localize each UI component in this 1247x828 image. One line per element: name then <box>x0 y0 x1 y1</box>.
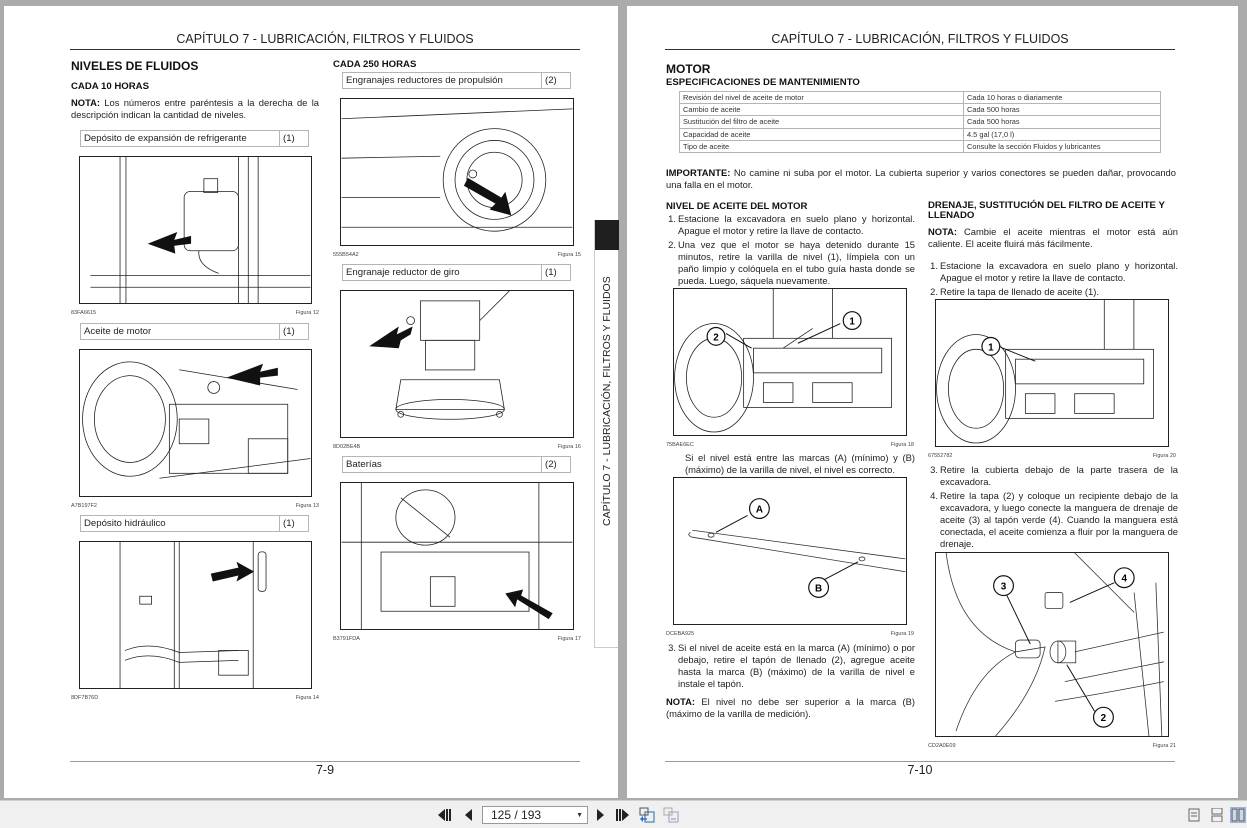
important-notice <box>666 167 1176 191</box>
note-text: Cambie el aceite mientras el motor está aún caliente. El aceite fluirá más fácilmente. <box>928 226 1178 249</box>
oil-level-step-3 <box>666 642 915 692</box>
header-rule <box>70 49 580 50</box>
level-item <box>342 456 571 473</box>
spec-value: Consulte la sección Fluidos y lubricantes <box>964 140 1161 152</box>
figure-swing-reduction <box>340 290 574 438</box>
important-text: No camine ni suba por el motor. La cubierta superior y varios conectores se pueden dañar, provocando una falla en el motor. <box>666 167 1176 190</box>
drain-hose-illustration <box>936 553 1168 736</box>
note-text: Los números entre paréntesis a la derecha de la descripción indican la cantidad de niveles. <box>71 97 319 120</box>
facing-pages-view-button[interactable] <box>1230 807 1246 823</box>
figure-number: Figura 21 <box>1152 743 1176 749</box>
figure-code: 75BAE6EC <box>666 442 694 448</box>
header-rule <box>665 49 1175 50</box>
last-page-button[interactable] <box>614 807 630 823</box>
level-item-label: Engranaje reductor de giro <box>343 265 542 280</box>
figure-caption <box>71 695 319 701</box>
footer-rule <box>665 761 1175 762</box>
level-item-label: Aceite de motor <box>81 324 280 339</box>
spec-item: Tipo de aceite <box>680 140 964 152</box>
figure-coolant-tank <box>79 156 312 304</box>
figure-number: Figura 19 <box>890 631 914 637</box>
level-item <box>342 264 571 281</box>
callout-3: 3 <box>1000 581 1007 593</box>
step-number: 3. <box>668 642 676 653</box>
figure-code: B3791FDA <box>333 636 360 642</box>
note-text: El nivel no debe ser superior a la marca (B) (máximo de la varilla de medición). <box>666 696 915 719</box>
callout-a: A <box>755 504 763 516</box>
figure-code: 67552782 <box>928 453 953 459</box>
engine-fill-illustration <box>936 300 1168 446</box>
figure-travel-reduction <box>340 98 574 246</box>
important-label: IMPORTANTE: <box>666 167 731 178</box>
page-number: 7-10 <box>907 763 933 777</box>
figure-caption <box>333 636 581 642</box>
table-row <box>680 140 1161 152</box>
figure-code: 8D02BE4B <box>333 444 361 450</box>
chapter-header: CAPÍTULO 7 - LUBRICACIÓN, FILTROS Y FLUIDOS <box>176 32 474 46</box>
maintenance-specs-heading: ESPECIFICACIONES DE MANTENIMIENTO <box>666 77 860 88</box>
figure-number: Figura 12 <box>295 310 319 316</box>
figure-caption <box>928 453 1176 459</box>
oil-level-heading: NIVEL DE ACEITE DEL MOTOR <box>666 201 808 212</box>
note-label: NOTA: <box>71 97 100 108</box>
page-7-10 <box>627 6 1238 798</box>
next-page-button[interactable] <box>592 807 608 823</box>
hydraulic-tank-illustration <box>80 542 311 688</box>
step-text: Una vez que el motor se haya detenido durante 15 minutos, retire la varilla de nivel (1), límpiela con un paño limpio y colóquela en el tubo guía hasta donde se pueda. Luego, sáquela nuevamente. <box>678 239 915 286</box>
swing-reduction-illustration <box>341 291 573 437</box>
chapter-tab-label: CAPÍTULO 7 - LUBRICACIÓN, FILTROS Y FLUIDOS <box>601 276 613 526</box>
page-dropdown-icon[interactable]: ▼ <box>576 812 583 819</box>
figure-code: 8DF7B76D <box>71 695 99 701</box>
table-row <box>680 104 1161 116</box>
interval-heading-10h: CADA 10 HORAS <box>71 81 150 92</box>
figure-dipstick-marks <box>673 477 907 625</box>
figure-number: Figura 14 <box>295 695 319 701</box>
level-item <box>80 323 309 340</box>
figure-number: Figura 13 <box>295 503 319 509</box>
step <box>928 464 1178 488</box>
continuous-view-icon <box>1211 808 1223 822</box>
spec-item: Sustitución del filtro de aceite <box>680 116 964 128</box>
level-item-label: Depósito de expansión de refrigerante <box>81 131 280 146</box>
note-paragraph <box>666 696 915 720</box>
step-number: 2. <box>668 239 676 250</box>
level-item-count: (1) <box>283 518 295 529</box>
spec-value: Cada 500 horas <box>964 116 1161 128</box>
engine-top-illustration <box>674 289 906 435</box>
step-number: 1. <box>668 213 676 224</box>
spec-value: Cada 10 horas o diariamente <box>964 92 1161 104</box>
level-item <box>342 72 571 89</box>
level-item-count: (2) <box>545 75 557 86</box>
note-label: NOTA: <box>928 226 957 237</box>
figure-drain-hose <box>935 552 1169 737</box>
figure-caption <box>928 743 1176 749</box>
first-page-button[interactable] <box>437 807 453 823</box>
level-item <box>80 515 309 532</box>
figure-code: A7B197F2 <box>71 503 97 509</box>
last-page-icon <box>615 809 629 821</box>
level-item-count: (1) <box>545 267 557 278</box>
prev-page-icon <box>464 809 474 821</box>
spec-item: Revisión del nivel de aceite de motor <box>680 92 964 104</box>
chapter-tab-marker <box>595 220 619 250</box>
step <box>666 642 915 690</box>
step-number: 1. <box>930 260 938 271</box>
go-back-view-button[interactable] <box>639 807 655 823</box>
previous-view-icon <box>639 807 655 823</box>
note-paragraph <box>928 226 1178 250</box>
step-text: Estacione la excavadora en suelo plano y horizontal. Apague el motor y retire la llave de contacto. <box>940 260 1178 283</box>
step-text: Retire la cubierta debajo de la parte trasera de la excavadora. <box>940 464 1178 487</box>
level-item <box>80 130 309 147</box>
chapter-side-tab <box>594 220 618 648</box>
next-page-icon <box>595 809 605 821</box>
step <box>928 260 1178 284</box>
oil-level-steps <box>666 213 915 289</box>
chapter-header: CAPÍTULO 7 - LUBRICACIÓN, FILTROS Y FLUIDOS <box>771 32 1069 46</box>
callout-b: B <box>815 583 823 595</box>
maintenance-spec-table <box>679 91 1161 153</box>
step-number: 4. <box>930 490 938 501</box>
note-paragraph <box>71 97 319 121</box>
callout-1: 1 <box>849 316 855 328</box>
figure-code: CD2A0E09 <box>928 743 956 749</box>
figure-number: Figura 18 <box>890 442 914 448</box>
page-indicator: 125 / 193 <box>491 808 542 822</box>
figure-caption <box>333 444 581 450</box>
drain-steps-continued <box>928 464 1178 552</box>
next-view-icon <box>663 807 679 823</box>
interval-heading-250h: CADA 250 HORAS <box>333 59 417 70</box>
step-number: 3. <box>930 464 938 475</box>
go-forward-view-button[interactable] <box>663 807 679 823</box>
first-page-icon <box>438 809 452 821</box>
figure-hydraulic-tank <box>79 541 312 689</box>
step <box>928 490 1178 550</box>
level-item-label: Baterías <box>343 457 542 472</box>
spec-item: Cambio de aceite <box>680 104 964 116</box>
level-item-count: (1) <box>283 326 295 337</box>
level-item-label: Depósito hidráulico <box>81 516 280 531</box>
section-title: NIVELES DE FLUIDOS <box>71 59 199 73</box>
single-page-view-button[interactable] <box>1186 807 1202 823</box>
drain-replace-heading: DRENAJE, SUSTITUCIÓN DEL FILTRO DE ACEITE Y LLENADO <box>928 200 1165 221</box>
level-item-count: (1) <box>283 133 295 144</box>
level-ok-paragraph: Si el nivel está entre las marcas (A) (mínimo) y (B) (máximo) de la varilla de nivel, el nivel es correcto. <box>685 452 915 475</box>
callout-4: 4 <box>1121 573 1127 585</box>
figure-caption <box>666 631 914 637</box>
figure-caption <box>333 252 581 258</box>
step-text: Estacione la excavadora en suelo plano y horizontal. Apague el motor y retire la llave de contacto. <box>678 213 915 236</box>
table-row <box>680 128 1161 140</box>
footer-rule <box>70 761 580 762</box>
page-number-input[interactable] <box>482 806 588 824</box>
figure-engine-oil <box>79 349 312 497</box>
step-text: Retire la tapa (2) y coloque un recipiente debajo de la excavadora, y luego conecte la manguera de drenaje de aceite (3) al tapón verde (4). Cuando la manguera está conectada, el aceite comienza a fluir por la manguera de drenaje. <box>940 490 1178 549</box>
level-item-label: Engranajes reductores de propulsión <box>343 73 542 88</box>
figure-code: 83FA6615 <box>71 310 97 316</box>
table-row <box>680 116 1161 128</box>
step-text: Si el nivel de aceite está en la marca (A) (mínimo) o por debajo, retire el tapón de llenado (2), agregue aceite hasta la marca (B) (máximo) de la varilla de nivel e instale el tapón. <box>678 642 915 689</box>
page-number: 7-9 <box>315 763 335 777</box>
facing-pages-view-icon <box>1231 808 1245 822</box>
engine-oil-illustration <box>80 350 311 496</box>
drain-steps <box>928 260 1178 300</box>
coolant-tank-illustration <box>80 157 311 303</box>
single-page-view-icon <box>1188 808 1200 822</box>
dipstick-illustration <box>674 478 906 624</box>
spec-item: Capacidad de aceite <box>680 128 964 140</box>
figure-caption <box>666 442 914 448</box>
travel-reduction-illustration <box>341 99 573 245</box>
table-row <box>680 92 1161 104</box>
level-item-count: (2) <box>545 459 557 470</box>
figure-number: Figura 20 <box>1152 453 1176 459</box>
spec-value: Cada 500 horas <box>964 104 1161 116</box>
navigation-toolbar <box>0 800 1247 828</box>
step <box>666 213 915 237</box>
figure-number: Figura 15 <box>557 252 581 258</box>
step-number: 2. <box>930 286 938 297</box>
batteries-illustration <box>341 483 573 629</box>
figure-code: DCEBA925 <box>666 631 695 637</box>
continuous-view-button[interactable] <box>1209 807 1225 823</box>
page-7-9 <box>4 6 618 798</box>
figure-dipstick-location <box>673 288 907 436</box>
figure-caption <box>71 503 319 509</box>
figure-oil-fill-cap <box>935 299 1169 447</box>
figure-batteries <box>340 482 574 630</box>
figure-caption <box>71 310 319 316</box>
figure-number: Figura 16 <box>557 444 581 450</box>
note-label: NOTA: <box>666 696 695 707</box>
section-title: MOTOR <box>666 62 711 76</box>
spec-value: 4.5 gal (17,0 l) <box>964 128 1161 140</box>
previous-page-button[interactable] <box>461 807 477 823</box>
figure-code: 555B54A2 <box>333 252 359 258</box>
figure-number: Figura 17 <box>557 636 581 642</box>
callout-2: 2 <box>1100 713 1107 725</box>
step <box>928 286 1178 298</box>
step <box>666 239 915 287</box>
callout-1: 1 <box>988 342 994 354</box>
callout-2: 2 <box>713 332 719 344</box>
step-text: Retire la tapa de llenado de aceite (1). <box>940 286 1099 297</box>
